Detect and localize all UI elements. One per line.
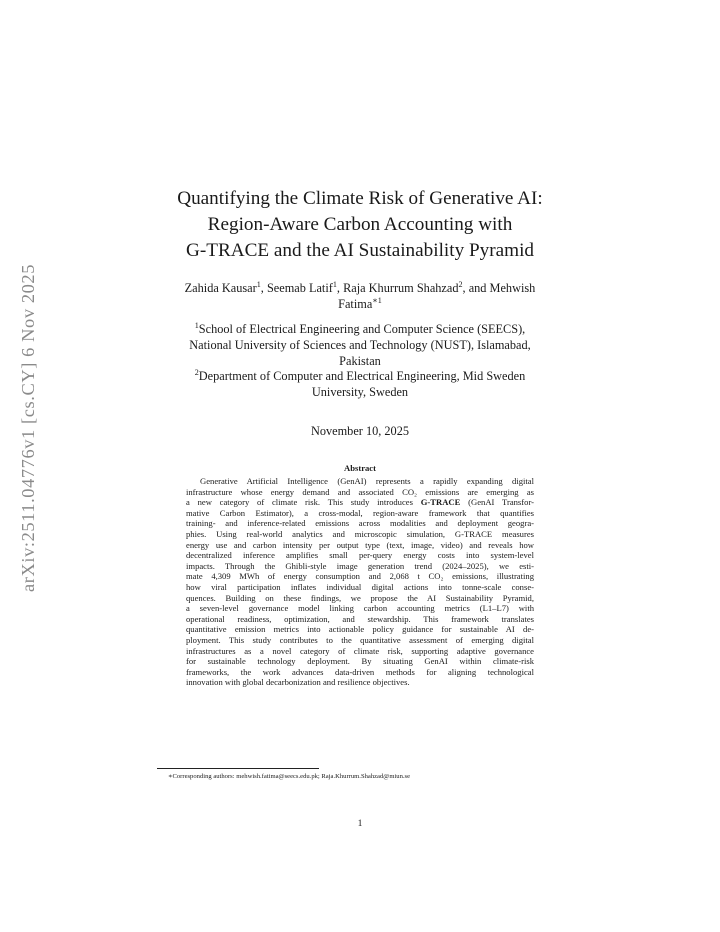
affiliation-line: University, Sweden [311, 385, 409, 400]
abstract-line: impacts. Through the Ghibli-style image generation trend (2024–2025), we esti- [186, 560, 534, 571]
abstract-line: ployment. This study contributes to the quantitative assessment of emerging digital [186, 634, 534, 645]
abstract-line: mate 4,309 MWh of energy consumption and 2,068 t CO₂ emissions, illustrating [186, 571, 534, 582]
author-affiliation-mark: ∗1 [372, 295, 382, 305]
abstract-line: mative Carbon Estimator), a cross-modal, region-aware framework that quantifies [186, 507, 534, 518]
paper-date: November 10, 2025 [310, 424, 409, 438]
abstract-line: infrastructure whose energy demand and associated CO₂ emissions are emerging as [186, 486, 534, 497]
arxiv-identifier: arXiv:2511.04776v1 [cs.CY] 6 Nov 2025 [18, 264, 38, 592]
abstract-line: a seven-level governance model linking carbon accounting metrics (L1–L7) with [186, 603, 534, 614]
abstract-line: infrastructures as a novel category of climate risk, supporting adaptive governance [186, 645, 534, 656]
author-name: Seemab Latif [266, 281, 333, 295]
abstract-line: frameworks, the work advances data-driven methods for aligning technological [186, 666, 534, 677]
abstract-line: phies. Using real-world analytics and microscopic simulation, G-TRACE measures [186, 528, 534, 539]
abstract-line: how viral participation inflates individual digital actions into tonne-scale conse- [186, 581, 534, 592]
affiliation-line: Pakistan [339, 353, 381, 368]
author-affiliation-mark: 1 [332, 279, 337, 289]
page-number: 1 [357, 818, 363, 829]
corresponding-author-footnote: ∗Corresponding authors: mehwish.fatima@seecs.edu.pk; Raja.Khurrum.Shahzad@miun.se [168, 773, 411, 780]
abstract-line: innovation with global decarbonization and resilience objectives. [186, 677, 410, 688]
abstract-line: a new category of climate risk. This study introduces G-TRACE (GenAI Transfor- [186, 497, 534, 508]
affiliation-mark: 2 [194, 368, 199, 378]
abstract-line: for sustainable technology deployment. By situating GenAI within climate-risk [186, 656, 534, 667]
affiliation-mark: 1 [194, 320, 199, 330]
author-affiliation-mark: 2 [458, 279, 463, 289]
author-affiliation-mark: 1 [256, 279, 261, 289]
abstract-line: quantitative emission metrics into actionable policy guidance for sustainable AI de- [186, 624, 534, 635]
author-name: Raja Khurrum Shahzad [343, 281, 459, 295]
author-name: Fatima [338, 297, 373, 311]
abstract-line: decentralized inference amplifies small per-query energy costs into system-level [186, 550, 534, 561]
footnote-divider [157, 768, 319, 769]
title-line-3: G-TRACE and the AI Sustainability Pyramid [185, 240, 534, 261]
title-line-2: Region-Aware Carbon Accounting with [207, 214, 513, 235]
abstract-heading: Abstract [344, 463, 376, 473]
abstract-line: energy use and carbon intensity per output type (text, image, video) and reveals how [186, 539, 534, 550]
abstract-body [186, 476, 534, 688]
author-list: Zahida Kausar$^1$, Seemab Latif$^1$, Raja Khurrum Shahzad$^2$, and Mehwish Fatima$^{∗1}$ [184, 279, 536, 311]
abstract-line: training- and inference-related emissions across modalities and deployment geogra- [186, 518, 534, 529]
author-name: Zahida Kausar [184, 281, 257, 295]
paper-title [100, 186, 620, 264]
affiliation-line: National University of Sciences and Technology (NUST), Islamabad, [189, 337, 531, 352]
author-name: and Mehwish [468, 281, 536, 295]
affiliations [140, 322, 580, 401]
abstract-line: quences. Building on these findings, we propose the AI Sustainability Pyramid, [186, 592, 534, 603]
title-line-1: Quantifying the Climate Risk of Generative AI: [177, 188, 543, 209]
affiliation-line: Department of Computer and Electrical Engineering, Mid Sweden [198, 369, 526, 384]
affiliation-line: School of Electrical Engineering and Computer Science (SEECS), [198, 322, 526, 336]
abstract-line: Generative Artificial Intelligence (GenAI) represents a rapidly expanding digital [200, 476, 534, 486]
abstract-line: operational readiness, optimization, and stewardship. This framework translates [186, 613, 534, 624]
